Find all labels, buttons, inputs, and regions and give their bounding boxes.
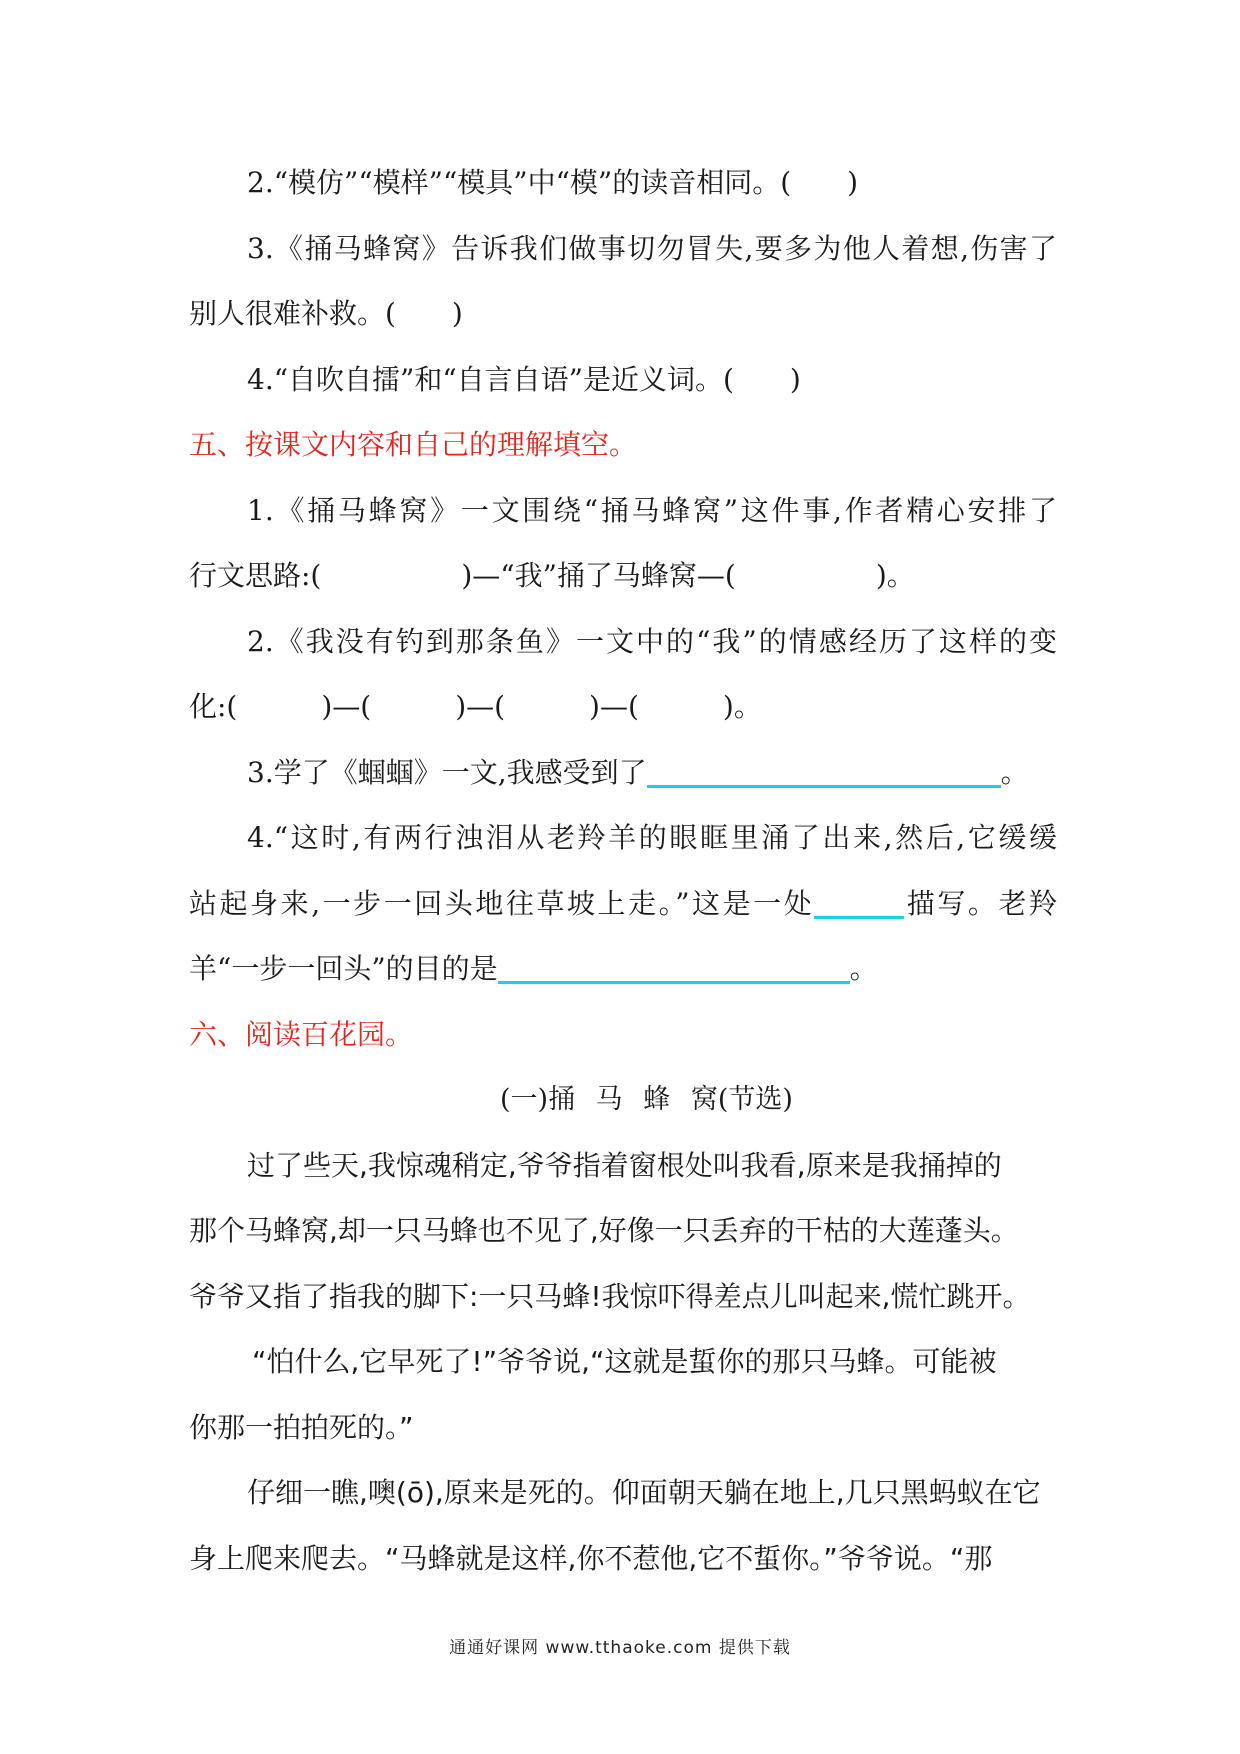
judgement-item-2: 2.“模仿”“模样”“模具”中“模”的读音相同。( ) xyxy=(247,166,859,199)
passage-line: 仔细一瞧,噢(ō),原来是死的。仰面朝天躺在地上,几只黑蚂蚁在它 xyxy=(247,1476,1041,1509)
passage-title: (一)捅 马 蜂 窝(节选) xyxy=(500,1084,793,1115)
section-5-heading: 五、按课文内容和自己的理解填空。 xyxy=(189,428,638,461)
passage-line: “怕什么,它早死了!”爷爷说,“这就是蜇你的那只马蜂。可能被 xyxy=(252,1345,997,1378)
footer-credit: 通通好课网 www.tthaoke.com 提供下载 xyxy=(449,1638,791,1658)
passage-line: 你那一拍拍死的。” xyxy=(189,1410,414,1444)
fill-blank-underline xyxy=(498,953,850,984)
judgement-item-3-line-1: 3.《捅马蜂窝》告诉我们做事切勿冒失,要多为他人着想,伤害了 xyxy=(247,231,1057,265)
fill-item-1-line-1: 1.《捅马蜂窝》一文围绕“捅马蜂窝”这件事,作者精心安排了 xyxy=(247,493,1057,527)
fill-item-1-line-2: 行文思路:( )—“我”捅了马蜂窝—( )。 xyxy=(189,559,915,592)
section-6-heading: 六、阅读百花园。 xyxy=(189,1017,414,1051)
fill-item-4-line-2-prompt: 站起身来,一步一回头地往草坡上走。”这是一处 xyxy=(189,886,815,920)
judgement-item-4: 4.“自吹自擂”和“自言自语”是近义词。( ) xyxy=(247,362,801,396)
fill-item-3-prompt: 3.学了《蝈蝈》一文,我感受到了 xyxy=(247,755,647,789)
fill-item-4-line-3-prompt: 羊“一步一回头”的目的是 xyxy=(189,952,498,985)
fill-item-2-line-2: 化:( )—( )—( )—( )。 xyxy=(189,690,762,723)
fill-item-4-line-3 xyxy=(0,936,1240,1002)
fill-item-4-line-3-end: 。 xyxy=(849,952,878,985)
fill-item-3-end: 。 xyxy=(1000,755,1029,789)
passage-line: 爷爷又指了指我的脚下:一只马蜂!我惊吓得差点儿叫起来,慌忙跳开。 xyxy=(189,1279,1031,1313)
fill-item-3 xyxy=(0,740,1240,806)
passage-line: 那个马蜂窝,却一只马蜂也不见了,好像一只丢弃的干枯的大莲蓬头。 xyxy=(189,1214,1019,1247)
worksheet-content xyxy=(0,150,1240,1591)
fill-blank-underline xyxy=(814,888,904,919)
judgement-item-3-line-2: 别人很难补救。( ) xyxy=(189,297,463,330)
fill-blank-underline xyxy=(647,757,1001,788)
fill-item-4-line-1: 4.“这时,有两行浊泪从老羚羊的眼眶里涌了出来,然后,它缓缓 xyxy=(247,821,1057,854)
fill-item-2-line-1: 2.《我没有钓到那条鱼》一文中的“我”的情感经历了这样的变 xyxy=(247,624,1057,658)
passage-line: 身上爬来爬去。“马蜂就是这样,你不惹他,它不蜇你。”爷爷说。“那 xyxy=(189,1541,993,1575)
fill-item-4-line-2 xyxy=(0,871,1057,937)
fill-item-4-line-2-end: 描写。老羚 xyxy=(904,886,1057,920)
passage-line: 过了些天,我惊魂稍定,爷爷指着窗根处叫我看,原来是我捅掉的 xyxy=(247,1148,1002,1182)
